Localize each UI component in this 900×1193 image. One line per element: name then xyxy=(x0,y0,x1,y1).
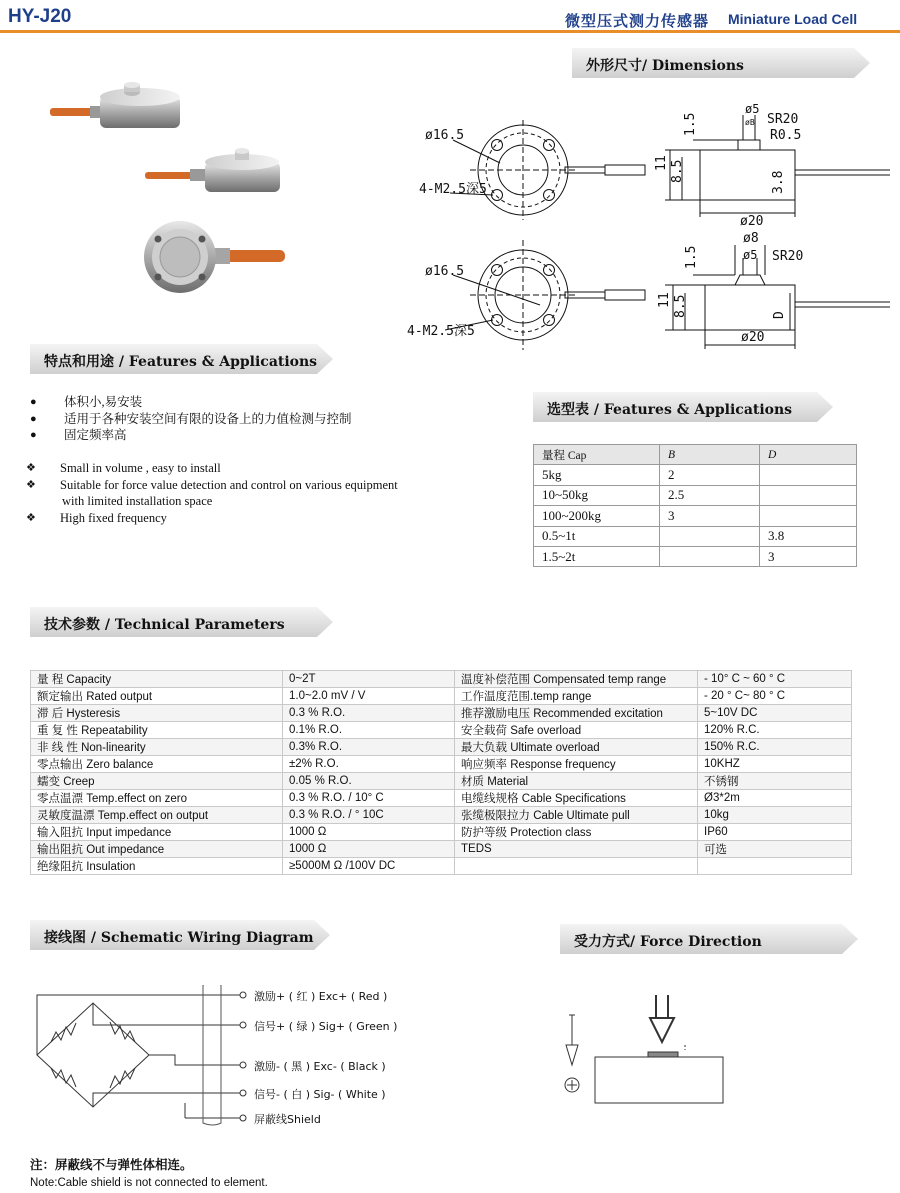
features-cn-list xyxy=(30,394,352,444)
plus-circle-icon xyxy=(565,1078,579,1092)
product-title-en: Miniature Load Cell xyxy=(728,11,858,27)
features-en-list xyxy=(26,460,398,526)
table-cell: 推荐激励电压 Recommended excitation xyxy=(455,705,698,722)
d2-85-label: 8.5 xyxy=(673,294,688,318)
table-cell: 绝缘阻抗 Insulation xyxy=(31,858,283,875)
d2-11-label: 11 xyxy=(657,292,672,308)
header-d: D xyxy=(760,445,857,465)
d2-outer-label: ø16.5 xyxy=(425,264,465,279)
table-row xyxy=(31,722,852,739)
product-photo-3 xyxy=(140,215,290,305)
banner-technical xyxy=(30,607,335,637)
table-row xyxy=(31,671,852,688)
table-row xyxy=(31,773,852,790)
product-photo-1 xyxy=(50,82,185,142)
list-item: ❖ Small in volume , easy to install xyxy=(26,461,221,475)
table-row xyxy=(31,841,852,858)
arrow-down-icon xyxy=(566,1015,578,1065)
bullet-icon: ● xyxy=(30,396,37,408)
banner-features-label: 特点和用途 / Features & Applications xyxy=(44,354,318,370)
table-row xyxy=(31,790,852,807)
table-cell: 材质 Material xyxy=(455,773,698,790)
table-cell: 0.3 % R.O. / ° 10C xyxy=(283,807,455,824)
table-cell: 响应频率 Response frequency xyxy=(455,756,698,773)
table-cell: 5~10V DC xyxy=(698,705,852,722)
table-cell: 输出阻抗 Out impedance xyxy=(31,841,283,858)
table-cell xyxy=(455,858,698,875)
resistor-icon xyxy=(51,1022,135,1088)
d2-20-label: ø20 xyxy=(741,330,765,345)
table-cell: 1.0~2.0 mV / V xyxy=(283,688,455,705)
d1-11-label: 11 xyxy=(654,155,669,171)
table-cell: 张缆极限拉力 Cable Ultimate pull xyxy=(455,807,698,824)
table-cell: ±2% R.O. xyxy=(283,756,455,773)
note-cn: 注：屏蔽线不与弹性体相连。 xyxy=(30,1157,193,1172)
d1-r-label: R0.5 xyxy=(770,128,802,143)
table-cell: 0.3% R.O. xyxy=(283,739,455,756)
table-cell: Ø3*2m xyxy=(698,790,852,807)
list-item: ● 体积小,易安装 xyxy=(30,395,143,409)
table-row xyxy=(31,705,852,722)
table-cell: 零点输出 Zero balance xyxy=(31,756,283,773)
d1-85-label: 8.5 xyxy=(670,159,685,183)
header-b: B xyxy=(660,445,760,465)
list-item: ● 固定频率高 xyxy=(30,428,127,442)
diamond-bullet-icon: ❖ xyxy=(26,462,36,474)
d1-outer-label: ø16.5 xyxy=(425,128,465,143)
banner-force xyxy=(560,924,860,954)
table-row xyxy=(31,756,852,773)
product-title-cn: 微型压式测力传感器 xyxy=(565,12,710,30)
table-cell: 零点温漂 Temp.effect on zero xyxy=(31,790,283,807)
bullet-icon: ● xyxy=(30,429,37,441)
table-cell: 1000 Ω xyxy=(283,824,455,841)
dimension-drawing xyxy=(405,95,900,360)
model-title: HY-J20 xyxy=(8,6,72,27)
force-direction-diagram xyxy=(560,990,760,1110)
table-cell: 安全载荷 Safe overload xyxy=(455,722,698,739)
drawing2-top-view xyxy=(445,240,645,350)
banner-dimensions-label: 外形尺寸/ Dimensions xyxy=(586,58,744,74)
table-cell: IP60 xyxy=(698,824,852,841)
table-cell: 灵敏度温漂 Temp.effect on output xyxy=(31,807,283,824)
table-cell: 10KHZ xyxy=(698,756,852,773)
header-divider xyxy=(0,30,900,33)
d2-sr-label: SR20 xyxy=(772,249,804,264)
d2-15-label: 1.5 xyxy=(684,245,699,269)
table-cell: 滞 后 Hysteresis xyxy=(31,705,283,722)
d2-phi5-label: ø5 xyxy=(743,248,758,262)
list-item: ❖ Suitable for force value detection and control on various equipment xyxy=(26,477,398,492)
table-cell: 量 程 Capacity xyxy=(31,671,283,688)
table-row xyxy=(31,688,852,705)
table-cell: 10kg xyxy=(698,807,852,824)
table-row xyxy=(31,824,852,841)
banner-technical-label: 技术参数 / Technical Parameters xyxy=(44,617,285,633)
wire-sig-minus: 信号- ( 白 ) Sig- ( White ) xyxy=(254,1088,386,1101)
table-cell: 温度补偿范围 Compensated temp range xyxy=(455,671,698,688)
d1-20-label: ø20 xyxy=(740,214,764,229)
diamond-bullet-icon: ❖ xyxy=(26,478,36,491)
table-cell: 电缆线规格 Cable Specifications xyxy=(455,790,698,807)
table-row xyxy=(31,858,852,875)
banner-selection-label: 选型表 / Features & Applications xyxy=(547,402,793,418)
table-row: 100~200kg 3 xyxy=(534,506,857,526)
table-cell: 工作温度范围.temp range xyxy=(455,688,698,705)
list-item: with limited installation space xyxy=(62,494,213,508)
wiring-diagram xyxy=(25,985,255,1130)
banner-force-label: 受力方式/ Force Direction xyxy=(574,934,762,950)
table-cell: 蠕变 Creep xyxy=(31,773,283,790)
table-cell: 0.3 % R.O. xyxy=(283,705,455,722)
table-cell: - 10° C ~ 60 ° C xyxy=(698,671,852,688)
table-row xyxy=(31,739,852,756)
table-cell: - 20 ° C~ 80 ° C xyxy=(698,688,852,705)
banner-wiring-label: 接线图 / Schematic Wiring Diagram xyxy=(44,930,314,946)
table-row: 1.5~2t 3 xyxy=(534,546,857,566)
technical-parameters-table xyxy=(30,670,852,875)
table-cell: 输入阻抗 Input impedance xyxy=(31,824,283,841)
drawing1-top-view xyxy=(450,120,645,220)
table-cell: 重 复 性 Repeatability xyxy=(31,722,283,739)
selection-table xyxy=(533,444,857,567)
d2-d-label: D xyxy=(772,311,787,319)
d2-holes-label: 4-M2.5深5 xyxy=(407,324,475,339)
d1-b-label: øB xyxy=(745,118,755,127)
table-row: 10~50kg 2.5 xyxy=(534,485,857,505)
table-cell: 最大负载 Ultimate overload xyxy=(455,739,698,756)
wire-exc-minus: 激励- ( 黑 ) Exc- ( Black ) xyxy=(254,1060,386,1073)
table-cell: TEDS xyxy=(455,841,698,858)
wire-exc-plus: 激励+ ( 红 ) Exc+ ( Red ) xyxy=(254,990,388,1003)
bullet-icon: ● xyxy=(30,412,37,425)
table-cell: 1000 Ω xyxy=(283,841,455,858)
d2-phi8-label: ø8 xyxy=(743,231,759,246)
table-cell: 防护等级 Protection class xyxy=(455,824,698,841)
table-row: 5kg 2 xyxy=(534,465,857,485)
banner-features xyxy=(30,344,335,374)
table-row: 0.5~1t 3.8 xyxy=(534,526,857,546)
header-cap: 量程 Cap xyxy=(534,445,660,465)
table-row xyxy=(31,807,852,824)
product-photo-2 xyxy=(145,148,285,203)
banner-dimensions xyxy=(572,48,872,78)
table-cell: 可选 xyxy=(698,841,852,858)
banner-selection xyxy=(533,392,835,422)
table-cell: ≥5000M Ω /100V DC xyxy=(283,858,455,875)
d1-15-label: 1.5 xyxy=(683,112,698,136)
note-en: Note:Cable shield is not connected to element. xyxy=(30,1177,268,1189)
wire-shield: 屏蔽线Shield xyxy=(254,1113,321,1126)
table-cell: 0~2T xyxy=(283,671,455,688)
table-header-row xyxy=(534,445,857,465)
wire-sig-plus: 信号+ ( 绿 ) Sig+ ( Green ) xyxy=(254,1020,398,1033)
d1-holes-label: 4-M2.5深5 xyxy=(419,182,487,197)
table-cell: 150% R.C. xyxy=(698,739,852,756)
list-item: ❖ High fixed frequency xyxy=(26,510,167,525)
d1-phi5-label: ø5 xyxy=(745,102,760,116)
table-cell: 非 线 性 Non-linearity xyxy=(31,739,283,756)
table-cell: 不锈钢 xyxy=(698,773,852,790)
table-cell: 0.05 % R.O. xyxy=(283,773,455,790)
d1-38-label: 3.8 xyxy=(771,170,786,194)
list-item: ● 适用于各种安装空间有限的设备上的力值检测与控制 xyxy=(30,411,352,426)
force-arrow-icon xyxy=(650,995,674,1042)
table-cell: 0.1% R.O. xyxy=(283,722,455,739)
table-cell: 120% R.C. xyxy=(698,722,852,739)
d1-sr-label: SR20 xyxy=(767,112,799,127)
table-cell xyxy=(698,858,852,875)
banner-wiring xyxy=(30,920,332,950)
diamond-bullet-icon: ❖ xyxy=(26,511,36,524)
table-cell: 0.3 % R.O. / 10° C xyxy=(283,790,455,807)
table-cell: 额定输出 Rated output xyxy=(31,688,283,705)
